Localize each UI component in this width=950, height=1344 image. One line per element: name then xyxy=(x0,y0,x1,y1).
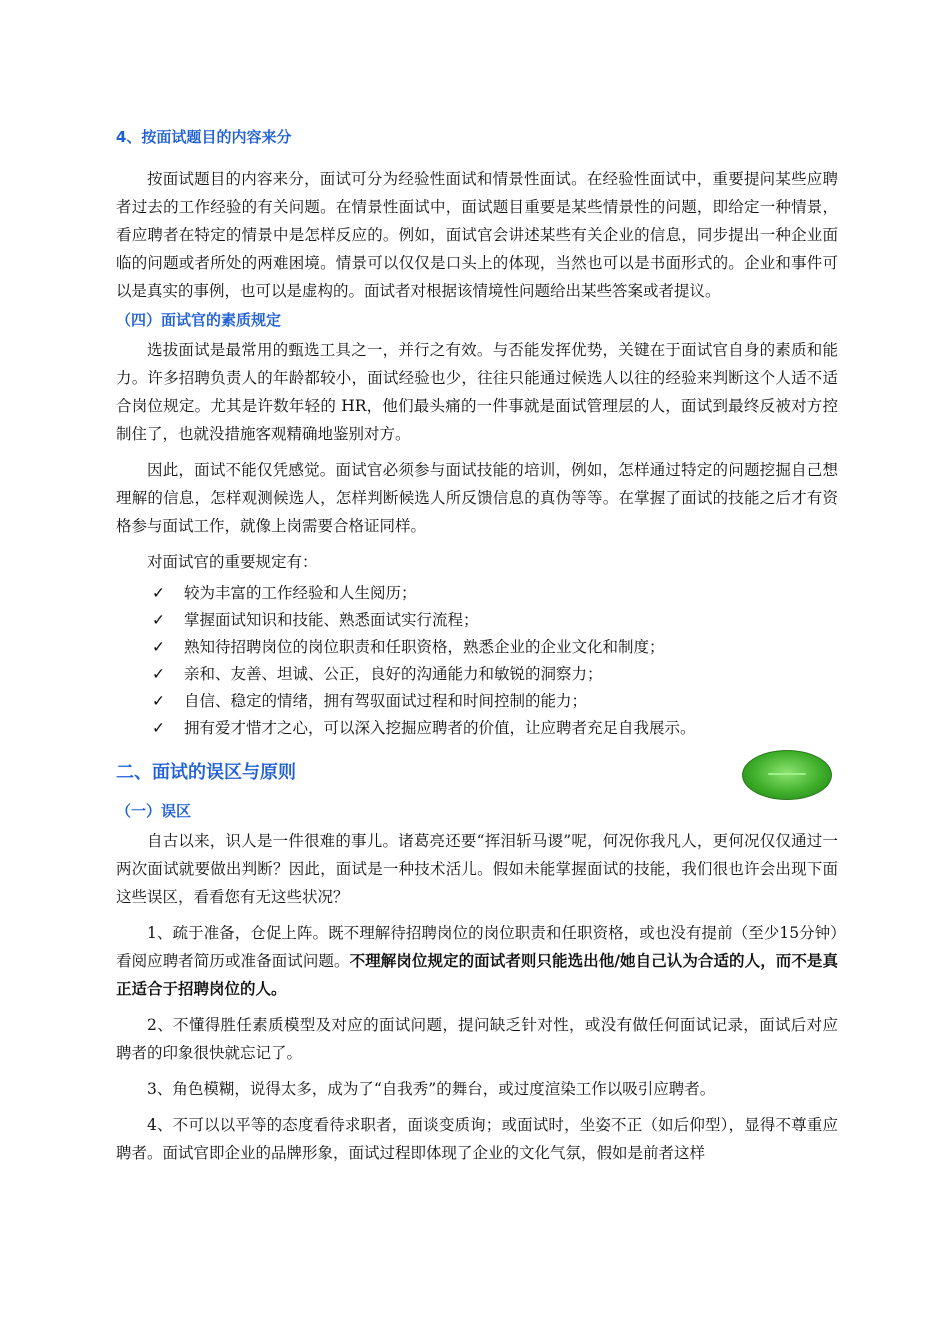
requirements-checklist xyxy=(116,580,838,742)
paragraph-misconception-2: 2、不懂得胜任素质模型及对应的面试问题，提问缺乏针对性，或没有做任何面试记录，面试后对应聘者的印象很快就忘记了。 xyxy=(116,1016,838,1062)
paragraph-interviewer-training: 因此，面试不能仅凭感觉。面试官必须参与面试技能的培训，例如，怎样通过特定的问题挖掘自己想理解的信息，怎样观测候选人，怎样判断候选人所反馈信息的真伪等等。在掌握了面试的技能之后才有资格参与面试工作，就像上岗需要合格证同样。 xyxy=(116,461,838,535)
checklist-item: ✓ 自信、稳定的情绪，拥有驾驭面试过程和时间控制的能力； xyxy=(116,688,838,715)
check-icon: ✓ xyxy=(152,719,165,737)
check-icon: ✓ xyxy=(152,611,165,629)
paragraph-misconception-4: 4、不可以以平等的态度看待求职者，面谈变质询；或面试时，坐姿不正（如后仰型），显得不尊重应聘者。面试官即企业的品牌形象，面试过程即体现了企业的文化气氛，假如是前者这样 xyxy=(116,1116,838,1162)
paragraph-requirements-lead: 对面试官的重要规定有： xyxy=(147,553,318,571)
check-icon: ✓ xyxy=(152,665,165,683)
bold-emphasis: 不理解岗位规定的面试者则只能选出他/她自己认为合适的人，而不是真正适合于招聘岗位的人。 xyxy=(116,951,838,998)
checklist-item: ✓ 亲和、友善、坦诚、公正，良好的沟通能力和敏锐的洞察力； xyxy=(116,661,838,688)
checklist-item: ✓ 拥有爱才惜才之心，可以深入挖掘应聘者的价值，让应聘者充足自我展示。 xyxy=(116,715,838,742)
section-heading-content-type: 4、按面试题目的内容来分 xyxy=(116,128,292,146)
section-heading-misconceptions: （一）误区 xyxy=(116,802,192,820)
section-heading-misconceptions-principles: 二、面试的误区与原则 xyxy=(116,762,296,783)
green-ellipse-shape xyxy=(742,750,832,800)
document-page xyxy=(116,126,838,1167)
check-icon: ✓ xyxy=(152,692,165,710)
checklist-item: ✓ 熟知待招聘岗位的岗位职责和任职资格，熟悉企业的企业文化和制度； xyxy=(116,634,838,661)
paragraph-misconceptions-intro: 自古以来，识人是一件很难的事儿。诸葛亮还要“挥泪斩马谡”呢，何况你我凡人，更何况仅仅通过一两次面试就要做出判断？因此，面试是一种技术活儿。假如未能掌握面试的技能，我们很也许会出现下面这些误区，看看您有无这些状况？ xyxy=(116,832,838,906)
checklist-item: ✓ 掌握面试知识和技能、熟悉面试实行流程； xyxy=(116,607,838,634)
section-heading-interviewer-quality: （四）面试官的素质规定 xyxy=(116,311,282,329)
paragraph-misconception-3: 3、角色模糊，说得太多，成为了“自我秀”的舞台，或过度渲染工作以吸引应聘者。 xyxy=(147,1080,716,1098)
paragraph-interviewer-intro: 选拔面试是最常用的甄选工具之一，并行之有效。与否能发挥优势，关键在于面试官自身的素质和能力。许多招聘负责人的年龄都较小，面试经验也少，往往只能通过候选人以往的经验来判断这个人适不适合岗位规定。尤其是许数年轻的 HR，他们最头痛的一件事就是面试管理层的人，面试到最终反被对方控制住了，也就没措施客观精确地鉴别对方。 xyxy=(116,341,838,443)
check-icon: ✓ xyxy=(152,638,165,656)
paragraph-content-type: 按面试题目的内容来分，面试可分为经验性面试和情景性面试。在经验性面试中，重要提问某些应聘者过去的工作经验的有关问题。在情景性面试中，面试题目重要是某些情景性的问题，即给定一种情景，看应聘者在特定的情景中是怎样反应的。例如，面试官会讲述某些有关企业的信息，同步提出一种企业面临的问题或者所处的两难困境。情景可以仅仅是口头上的体现，当然也可以是书面形式的。企业和事件可以是真实的事例，也可以是虚构的。面试者对根据该情境性问题给出某些答案或者提议。 xyxy=(116,170,838,300)
section-two-header xyxy=(116,746,838,796)
paragraph-misconception-1: 1、疏于准备，仓促上阵。既不理解待招聘岗位的岗位职责和任职资格，或也没有提前（至少15分钟）看阅应聘者简历或准备面试问题。不理解岗位规定的面试者则只能选出他/她自己认为合适的人，而不是真正适合于招聘岗位的人。 xyxy=(116,924,838,998)
check-icon: ✓ xyxy=(152,584,165,602)
checklist-item: ✓ 较为丰富的工作经验和人生阅历； xyxy=(116,580,838,607)
